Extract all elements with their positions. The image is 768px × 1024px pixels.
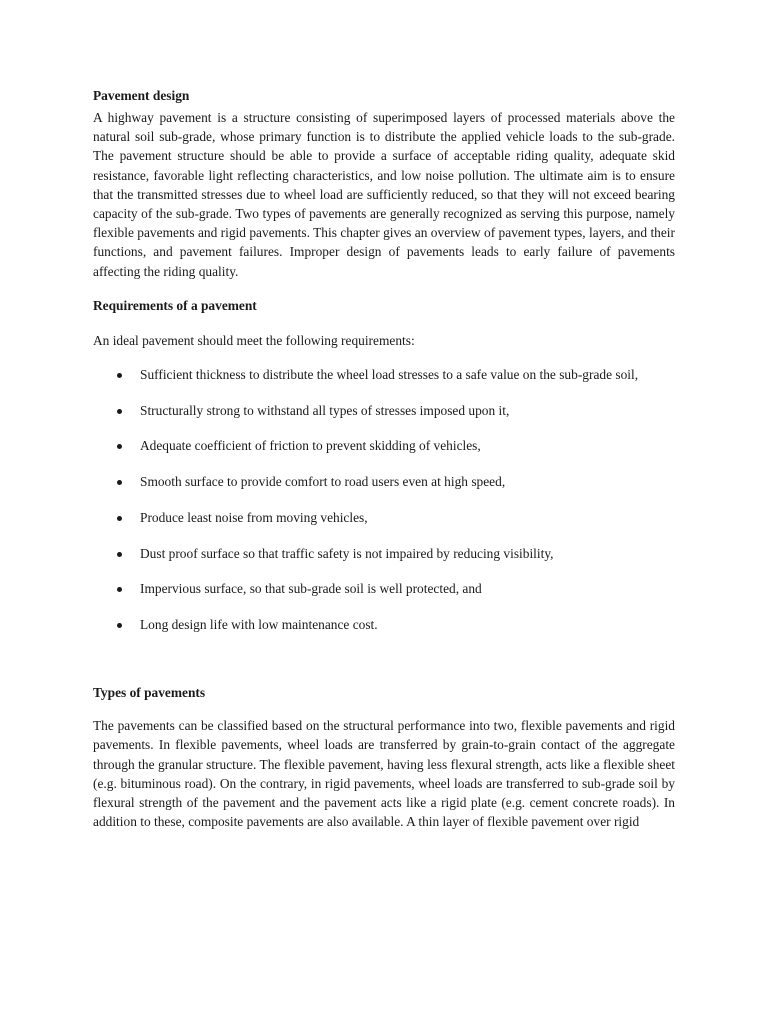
list-item-text: Produce least noise from moving vehicles, — [140, 509, 368, 525]
bullet-icon — [117, 480, 122, 485]
list-item — [93, 401, 675, 420]
bullet-icon — [117, 409, 122, 414]
paragraph-types-of-pavements: The pavements can be classified based on the structural performance into two, flexible pavements and rigid pavements. In flexible pavements, wheel loads are transferred by grain-to-grain contact of the aggregate through the granular structure. The flexible pavement, having less flexural strength, acts like a flexible sheet (e.g. bituminous road). On the contrary, in rigid pavements, wheel loads are transferred to sub-grade soil by flexural strength of the pavement and the pavement acts like a rigid plate (e.g. cement concrete roads). In addition to these, composite pavements are also available. A thin layer of flexible pavement over rigid — [93, 718, 675, 830]
requirements-intro: An ideal pavement should meet the following requirements: — [93, 332, 415, 348]
bullet-icon — [117, 587, 122, 592]
bullet-icon — [117, 444, 122, 449]
list-item-text: Impervious surface, so that sub-grade soil is well protected, and — [140, 581, 482, 597]
list-item — [93, 436, 675, 455]
heading-requirements: Requirements of a pavement — [93, 297, 257, 313]
list-item-text: Sufficient thickness to distribute the wheel load stresses to a safe value on the sub-grade soil, — [140, 367, 639, 383]
list-item — [93, 615, 675, 634]
bullet-icon — [117, 623, 122, 628]
list-item-text: Adequate coefficient of friction to prevent skidding of vehicles, — [140, 438, 481, 454]
list-item-text: Smooth surface to provide comfort to road users even at high speed, — [140, 474, 506, 490]
list-item — [93, 544, 675, 563]
list-item-text: Long design life with low maintenance cost. — [140, 616, 378, 632]
list-item — [93, 472, 675, 491]
bullet-icon — [117, 373, 122, 378]
list-item — [93, 365, 675, 384]
bullet-icon — [117, 516, 122, 521]
heading-pavement-design: Pavement design — [93, 88, 190, 103]
bullet-icon — [117, 552, 122, 557]
document-body — [93, 86, 675, 831]
requirements-list — [93, 365, 675, 634]
list-item-text: Dust proof surface so that traffic safety is not impaired by reducing visibility, — [140, 545, 554, 561]
list-item — [93, 579, 675, 598]
paragraph-pavement-design: A highway pavement is a structure consisting of superimposed layers of processed materials above the natural soil sub-grade, whose primary function is to distribute the applied vehicle loads to the sub-grade. The pavement structure should be able to provide a surface of acceptable riding quality, adequate skid resistance, favorable light reflecting characteristics, and low noise pollution. The ultimate aim is to ensure that the transmitted stresses due to wheel load are sufficiently reduced, so that they will not exceed bearing capacity of the sub-grade. Two types of pavements are generally recognized as serving this purpose, namely flexible pavements and rigid pavements. This chapter gives an overview of pavement types, layers, and their functions, and pavement failures. Improper design of pavements leads to early failure of pavements affecting the riding quality. — [93, 110, 675, 279]
list-item-text: Structurally strong to withstand all types of stresses imposed upon it, — [140, 402, 510, 418]
list-item — [93, 508, 675, 527]
heading-types-of-pavements: Types of pavements — [93, 685, 206, 701]
